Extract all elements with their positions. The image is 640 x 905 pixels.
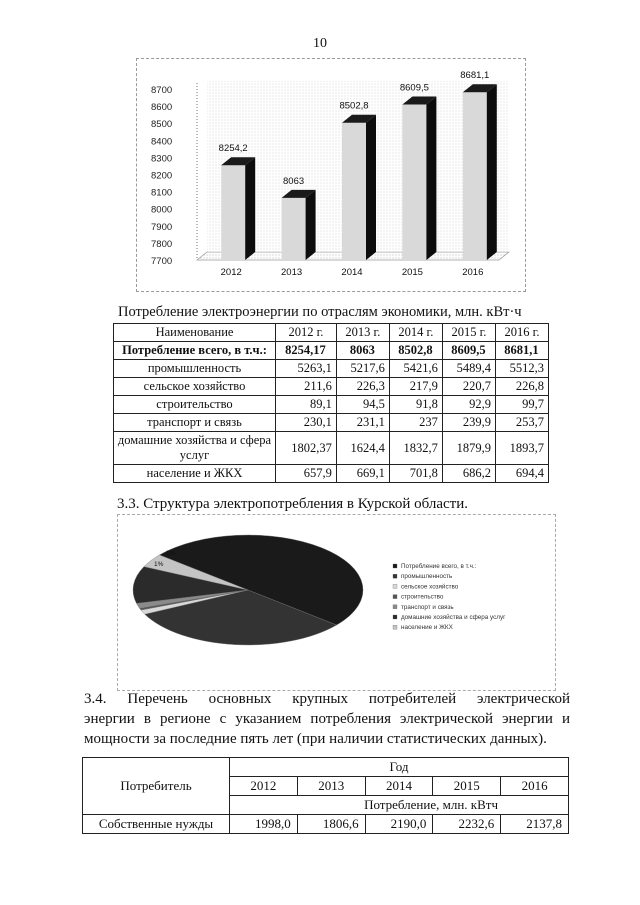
bar-side: [426, 96, 436, 260]
cell-value: 2137,8: [501, 815, 569, 834]
y-tick-label: 8100: [151, 187, 173, 199]
y-tick-label: 7900: [151, 221, 173, 233]
table1-title: Потребление электроэнергии по отраслям экономики, млн. кВт·ч: [118, 304, 522, 320]
year-cell: 2012: [230, 777, 298, 796]
unit-header: Потребление, млн. кВтч: [230, 796, 569, 815]
cell-value: 5263,1: [276, 360, 337, 378]
cell-value: 226,8: [495, 378, 548, 396]
pie-slice-label: 1%: [166, 550, 176, 557]
cell-value: 253,7: [495, 414, 548, 432]
legend-label: Потребление всего, в т.ч.:: [401, 563, 477, 570]
table-row: [114, 360, 549, 378]
table-header-cell: 2014 г.: [389, 324, 442, 342]
y-tick-label: 7700: [151, 256, 173, 267]
cell-value: 220,7: [442, 378, 495, 396]
bar-value-label: 8063: [283, 175, 305, 187]
bar-front: [342, 123, 366, 260]
row-name: транспорт и связь: [114, 414, 276, 432]
row-name: Собственные нужды: [83, 815, 230, 834]
consumption-by-sector-table: [113, 323, 549, 483]
y-tick-label: 8000: [151, 204, 173, 216]
table-row: [114, 465, 549, 483]
cell-value: 5512,3: [495, 360, 548, 378]
y-tick-label: 8300: [151, 153, 173, 165]
legend-swatch: [393, 615, 397, 619]
legend-label: строительство: [401, 593, 444, 601]
x-tick-label: 2015: [401, 267, 423, 278]
bar-value-label: 8681,1: [460, 70, 490, 82]
bar-front: [221, 165, 245, 260]
cell-value: 5217,6: [336, 360, 389, 378]
bar-front: [402, 104, 426, 260]
section-3-4-line-3: мощности за последние пять лет (при наличии статистических данных).: [84, 731, 547, 747]
x-tick-label: 2012: [220, 267, 242, 278]
year-cell: 2013: [297, 777, 365, 796]
page-number: 10: [313, 36, 327, 51]
consumer-header: Потребитель: [83, 758, 230, 815]
year-cell: 2014: [365, 777, 433, 796]
y-tick-label: 8200: [151, 170, 173, 182]
cell-value: 230,1: [276, 414, 337, 432]
legend-label: транспорт и связь: [401, 603, 454, 611]
bar-value-label: 8254,2: [218, 143, 248, 155]
year-cell: 2015: [433, 777, 501, 796]
cell-value: 5489,4: [442, 360, 495, 378]
section-3-4-line-1: 3.4. Перечень основных крупных потребителей электрической: [84, 691, 570, 707]
table-row: [83, 815, 569, 834]
bar-side: [366, 115, 376, 260]
cell-value: 91,8: [389, 396, 442, 414]
cell-value: 217,9: [389, 378, 442, 396]
cell-value: 237: [389, 414, 442, 432]
legend-swatch: [393, 574, 397, 578]
bar-side: [487, 84, 497, 260]
table-row: [114, 378, 549, 396]
cell-value: 694,4: [495, 465, 548, 483]
cell-value: 657,9: [276, 465, 337, 483]
bar-value-label: 8502,8: [339, 100, 369, 112]
section-3-3-heading: 3.3. Структура электропотребления в Курской области.: [117, 496, 468, 512]
table-header-cell: Наименование: [114, 324, 276, 342]
cell-value: 92,9: [442, 396, 495, 414]
row-name: промышленность: [114, 360, 276, 378]
table-header-row: [83, 758, 569, 777]
cell-value: 1879,9: [442, 432, 495, 465]
structure-pie-chart: [117, 514, 556, 691]
table-row: [114, 396, 549, 414]
table-header-cell: 2013 г.: [336, 324, 389, 342]
cell-value: 1806,6: [297, 815, 365, 834]
cell-value: 211,6: [276, 378, 337, 396]
cell-value: 226,3: [336, 378, 389, 396]
pie-slice-label: 1%: [154, 561, 164, 568]
cell-value: 5421,6: [389, 360, 442, 378]
bar-front: [282, 198, 306, 260]
legend-swatch: [393, 625, 397, 629]
cell-value: 1802,37: [276, 432, 337, 465]
cell-value: 8063: [336, 342, 389, 360]
cell-value: 1624,4: [336, 432, 389, 465]
legend-swatch: [393, 595, 397, 599]
table-header-row: [114, 324, 549, 342]
y-tick-label: 8600: [151, 102, 173, 114]
x-tick-label: 2014: [341, 267, 363, 278]
cell-value: 2190,0: [365, 815, 433, 834]
table-row: [114, 432, 549, 465]
cell-value: 701,8: [389, 465, 442, 483]
legend-label: сельское хозяйство: [401, 583, 459, 591]
row-name: сельское хозяйство: [114, 378, 276, 396]
section-3-4-line-2: энергии в регионе с указанием потребления электрической энергии и: [84, 711, 570, 727]
cell-value: 99,7: [495, 396, 548, 414]
bar-chart-svg: [137, 59, 525, 291]
legend-swatch: [393, 564, 397, 568]
cell-value: 8502,8: [389, 342, 442, 360]
cell-value: 1832,7: [389, 432, 442, 465]
table-header-cell: 2012 г.: [276, 324, 337, 342]
major-consumers-table: [82, 757, 569, 834]
cell-value: 8254,17: [276, 342, 337, 360]
year-cell: 2016: [501, 777, 569, 796]
cell-value: 94,5: [336, 396, 389, 414]
cell-value: 2232,6: [433, 815, 501, 834]
cell-value: 89,1: [276, 396, 337, 414]
y-tick-label: 8500: [151, 119, 173, 131]
table-row: [114, 342, 549, 360]
table-row: [114, 414, 549, 432]
bar-front: [463, 92, 487, 260]
pie-chart-svg: [118, 515, 555, 690]
cell-value: 669,1: [336, 465, 389, 483]
bar-value-label: 8609,5: [399, 82, 429, 94]
consumption-bar-chart: [136, 58, 526, 292]
row-name: строительство: [114, 396, 276, 414]
bar-side: [306, 190, 316, 260]
x-tick-label: 2013: [281, 267, 303, 278]
bar-side: [245, 157, 255, 260]
x-tick-label: 2016: [462, 267, 484, 278]
legend-swatch: [393, 584, 397, 588]
cell-value: 1893,7: [495, 432, 548, 465]
cell-value: 239,9: [442, 414, 495, 432]
legend-label: население и ЖКХ: [401, 624, 453, 632]
row-name: Потребление всего, в т.ч.:: [114, 342, 276, 360]
y-tick-label: 8700: [151, 85, 173, 96]
cell-value: 686,2: [442, 465, 495, 483]
row-name: домашние хозяйства и сфера услуг: [114, 432, 276, 465]
legend-swatch: [393, 605, 397, 609]
row-name: население и ЖКХ: [114, 465, 276, 483]
cell-value: 1998,0: [230, 815, 298, 834]
y-tick-label: 8400: [151, 136, 173, 148]
year-header: Год: [230, 758, 569, 777]
table-header-cell: 2015 г.: [442, 324, 495, 342]
y-tick-label: 7800: [151, 238, 173, 250]
cell-value: 231,1: [336, 414, 389, 432]
table-header-cell: 2016 г.: [495, 324, 548, 342]
cell-value: 8609,5: [442, 342, 495, 360]
legend-label: домашние хозяйства и сфера услуг: [401, 614, 506, 621]
legend-label: промышленность: [401, 573, 453, 581]
cell-value: 8681,1: [495, 342, 548, 360]
